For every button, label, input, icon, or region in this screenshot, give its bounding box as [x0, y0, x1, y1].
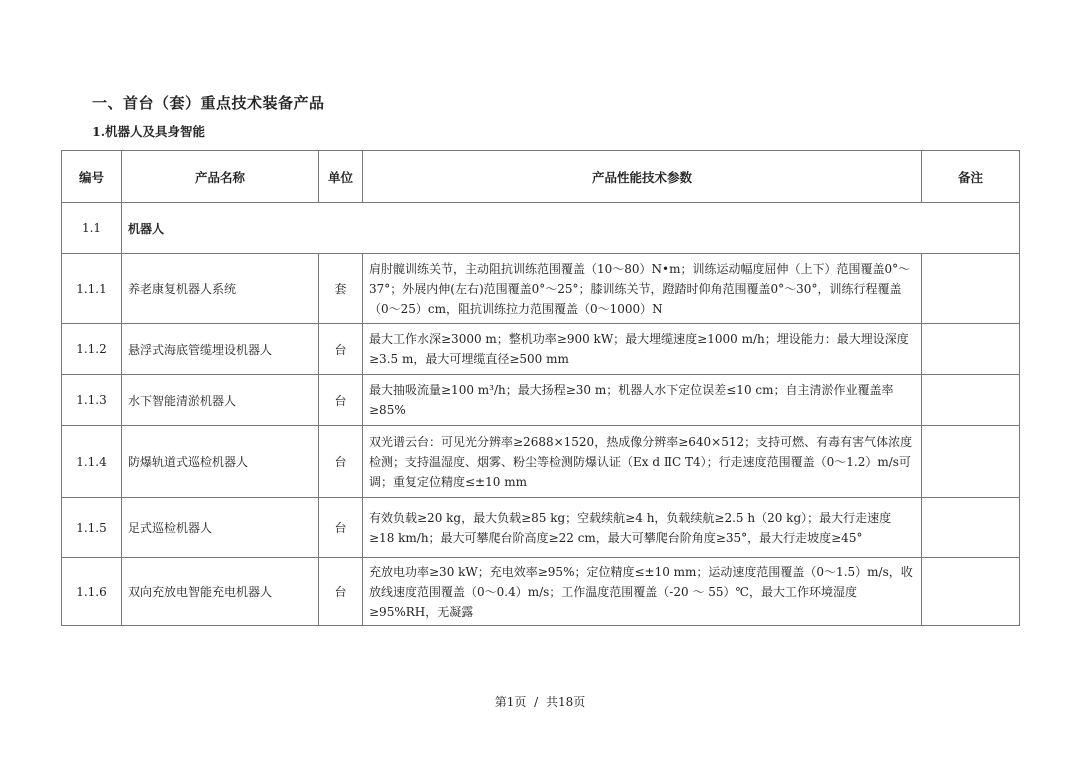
table-row: [62, 558, 1020, 626]
product-params: 肩肘髋训练关节，主动阻抗训练范围覆盖（10～80）N•m；训练运动幅度屈伸（上下）范围覆盖0°～37°；外展内伸(左右)范围覆盖0°～25°；膝训练关节，蹬踏时仰角范围覆盖0°～30°，训练行程覆盖（0～25）cm，阻抗训练拉力范围覆盖（0～1000）N: [363, 254, 922, 324]
table-header-row: [62, 151, 1020, 203]
product-name: 养老康复机器人系统: [122, 254, 319, 324]
table-row: [62, 324, 1020, 375]
product-unit: 台: [319, 426, 363, 498]
product-params: 双光谱云台：可见光分辨率≥2688×1520，热成像分辨率≥640×512；支持可燃、有毒有害气体浓度检测；支持温湿度、烟雾、粉尘等检测防爆认证（Ex d ⅡC T4）；行走速度范围覆盖（0～1.2）m/s可调；重复定位精度≤±10 mm: [363, 426, 922, 498]
table-row: [62, 254, 1020, 324]
header-remark: 备注: [922, 151, 1020, 203]
product-params: 有效负载≥20 kg，最大负载≥85 kg；空载续航≥4 h，负载续航≥2.5 h（20 kg）；最大行走速度≥18 km/h；最大可攀爬台阶高度≥22 cm，最大可攀爬台阶角度≥35°，最大行走坡度≥45°: [363, 498, 922, 558]
section-heading: 一、首台（套）重点技术装备产品: [92, 94, 325, 112]
header-params: 产品性能技术参数: [363, 151, 922, 203]
product-unit: 台: [319, 324, 363, 375]
row-number: 1.1.6: [62, 558, 122, 626]
product-spec-table: [61, 150, 1020, 626]
row-number: 1.1.1: [62, 254, 122, 324]
product-unit: 套: [319, 254, 363, 324]
product-unit: 台: [319, 375, 363, 426]
product-name: 防爆轨道式巡检机器人: [122, 426, 319, 498]
product-name: 悬浮式海底管缆埋设机器人: [122, 324, 319, 375]
header-no: 编号: [62, 151, 122, 203]
section-number: 1.1: [62, 203, 122, 254]
product-unit: 台: [319, 558, 363, 626]
table-row: [62, 375, 1020, 426]
product-params: 最大抽吸流量≥100 m³/h；最大扬程≥30 m；机器人水下定位误差≤10 cm；自主清淤作业覆盖率≥85%: [363, 375, 922, 426]
product-remark: [922, 375, 1020, 426]
row-number: 1.1.5: [62, 498, 122, 558]
product-remark: [922, 324, 1020, 375]
header-unit: 单位: [319, 151, 363, 203]
page-total: 共18页: [546, 695, 586, 709]
product-params: 最大工作水深≥3000 m；整机功率≥900 kW；最大埋缆速度≥1000 m/h；埋设能力：最大埋设深度≥3.5 m，最大可埋缆直径≥500 mm: [363, 324, 922, 375]
product-remark: [922, 254, 1020, 324]
table-section-row: [62, 203, 1020, 254]
product-unit: 台: [319, 498, 363, 558]
product-remark: [922, 426, 1020, 498]
page-footer: [0, 693, 1080, 710]
product-remark: [922, 498, 1020, 558]
header-name: 产品名称: [122, 151, 319, 203]
product-remark: [922, 558, 1020, 626]
row-number: 1.1.3: [62, 375, 122, 426]
product-name: 水下智能清淤机器人: [122, 375, 319, 426]
table-row: [62, 426, 1020, 498]
page-separator: /: [534, 695, 539, 709]
page-current: 第1页: [494, 695, 527, 709]
table-row: [62, 498, 1020, 558]
row-number: 1.1.4: [62, 426, 122, 498]
product-name: 双向充放电智能充电机器人: [122, 558, 319, 626]
row-number: 1.1.2: [62, 324, 122, 375]
subsection-heading: 1.机器人及具身智能: [92, 124, 206, 139]
section-label: 机器人: [122, 203, 1020, 254]
product-name: 足式巡检机器人: [122, 498, 319, 558]
product-params: 充放电功率≥30 kW；充电效率≥95%；定位精度≤±10 mm；运动速度范围覆盖（0～1.5）m/s，收放线速度范围覆盖（0～0.4）m/s；工作温度范围覆盖（-20 ～ 55）℃，最大工作环境湿度≥95%RH，无凝露: [363, 558, 922, 626]
